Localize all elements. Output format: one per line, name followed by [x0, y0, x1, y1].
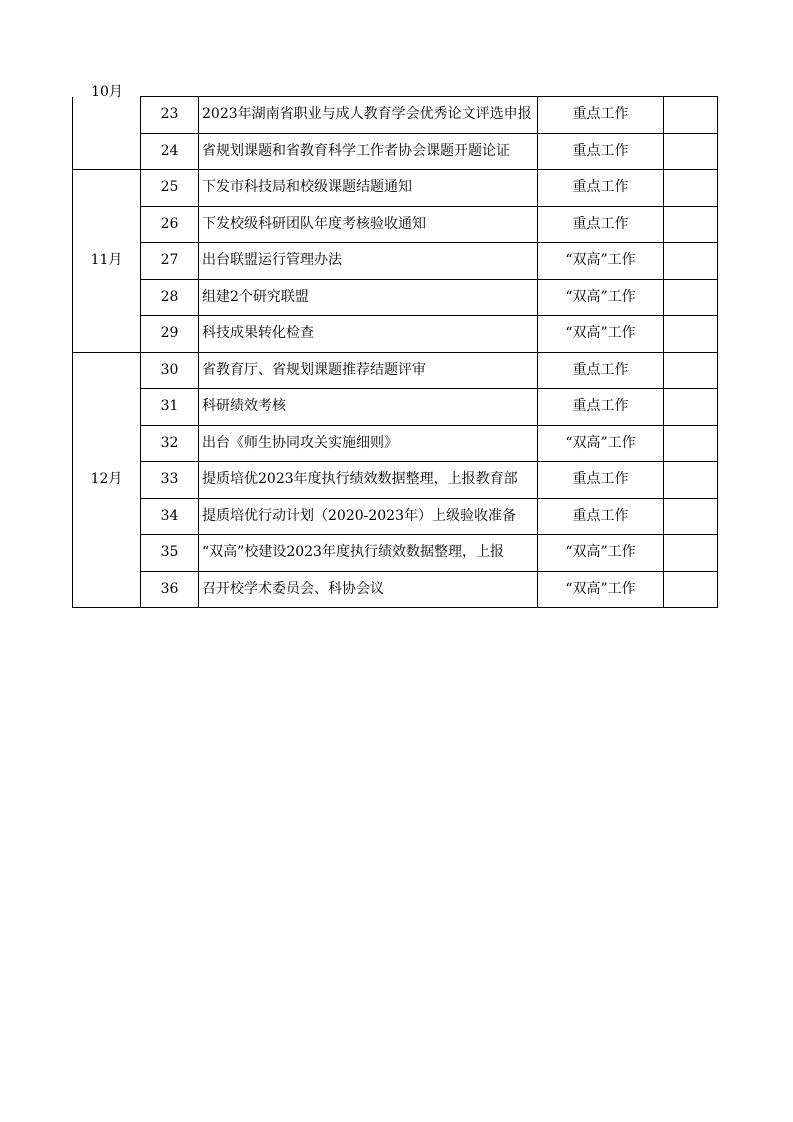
table-row	[73, 243, 718, 280]
task-cell: 省教育厅、省规划课题推荐结题评审	[199, 352, 538, 389]
note-cell	[664, 170, 718, 207]
table-row	[73, 571, 718, 608]
table-row	[73, 462, 718, 499]
row-number: 28	[141, 279, 199, 316]
row-number: 32	[141, 425, 199, 462]
task-cell: 下发校级科研团队年度考核验收通知	[199, 206, 538, 243]
note-cell	[664, 206, 718, 243]
row-number: 26	[141, 206, 199, 243]
type-cell: 重点工作	[538, 498, 664, 535]
type-cell: 重点工作	[538, 133, 664, 170]
type-cell: 重点工作	[538, 170, 664, 207]
note-cell	[664, 389, 718, 426]
table-row	[73, 279, 718, 316]
row-number: 24	[141, 133, 199, 170]
task-cell: 组建2个研究联盟	[199, 279, 538, 316]
table-row	[73, 97, 718, 134]
task-cell: 下发市科技局和校级课题结题通知	[199, 170, 538, 207]
month-cell: 11月	[73, 170, 141, 353]
note-cell	[664, 243, 718, 280]
task-cell: 提质培优2023年度执行绩效数据整理，上报教育部	[199, 462, 538, 499]
task-cell: 出台联盟运行管理办法	[199, 243, 538, 280]
task-cell: 科研绩效考核	[199, 389, 538, 426]
table-row	[73, 425, 718, 462]
type-cell: “双高”工作	[538, 279, 664, 316]
row-number: 36	[141, 571, 199, 608]
note-cell	[664, 279, 718, 316]
row-number: 34	[141, 498, 199, 535]
row-number: 23	[141, 97, 199, 134]
task-cell: 出台《师生协同攻关实施细则》	[199, 425, 538, 462]
task-cell: “双高”校建设2023年度执行绩效数据整理，上报	[199, 535, 538, 572]
row-number: 29	[141, 316, 199, 353]
task-cell: 2023年湖南省职业与成人教育学会优秀论文评选申报	[199, 97, 538, 134]
month-label: 10月	[91, 83, 123, 100]
table-row	[73, 498, 718, 535]
note-cell	[664, 133, 718, 170]
work-plan-table-container	[72, 83, 718, 608]
note-cell	[664, 498, 718, 535]
task-cell: 科技成果转化检查	[199, 316, 538, 353]
task-cell: 召开校学术委员会、科协会议	[199, 571, 538, 608]
row-number: 30	[141, 352, 199, 389]
note-cell	[664, 462, 718, 499]
table-row	[73, 170, 718, 207]
table-row	[73, 535, 718, 572]
type-cell: 重点工作	[538, 206, 664, 243]
task-cell: 提质培优行动计划（2020-2023年）上级验收准备	[199, 498, 538, 535]
type-cell: 重点工作	[538, 97, 664, 134]
work-plan-table	[72, 83, 718, 608]
row-number: 27	[141, 243, 199, 280]
row-number: 25	[141, 170, 199, 207]
table-row	[73, 352, 718, 389]
table-row	[73, 389, 718, 426]
row-number: 33	[141, 462, 199, 499]
table-row	[73, 206, 718, 243]
task-cell: 省规划课题和省教育科学工作者协会课题开题论证	[199, 133, 538, 170]
table-row	[73, 316, 718, 353]
type-cell: “双高”工作	[538, 243, 664, 280]
type-cell: “双高”工作	[538, 316, 664, 353]
type-cell: 重点工作	[538, 389, 664, 426]
row-number: 31	[141, 389, 199, 426]
month-cell: 12月	[73, 352, 141, 608]
type-cell: “双高”工作	[538, 425, 664, 462]
note-cell	[664, 535, 718, 572]
month-cell	[73, 83, 141, 170]
table-row	[73, 133, 718, 170]
type-cell: 重点工作	[538, 352, 664, 389]
type-cell: 重点工作	[538, 462, 664, 499]
type-cell: “双高”工作	[538, 535, 664, 572]
type-cell: “双高”工作	[538, 571, 664, 608]
row-number: 35	[141, 535, 199, 572]
note-cell	[664, 352, 718, 389]
note-cell	[664, 97, 718, 134]
note-cell	[664, 571, 718, 608]
note-cell	[664, 425, 718, 462]
note-cell	[664, 316, 718, 353]
